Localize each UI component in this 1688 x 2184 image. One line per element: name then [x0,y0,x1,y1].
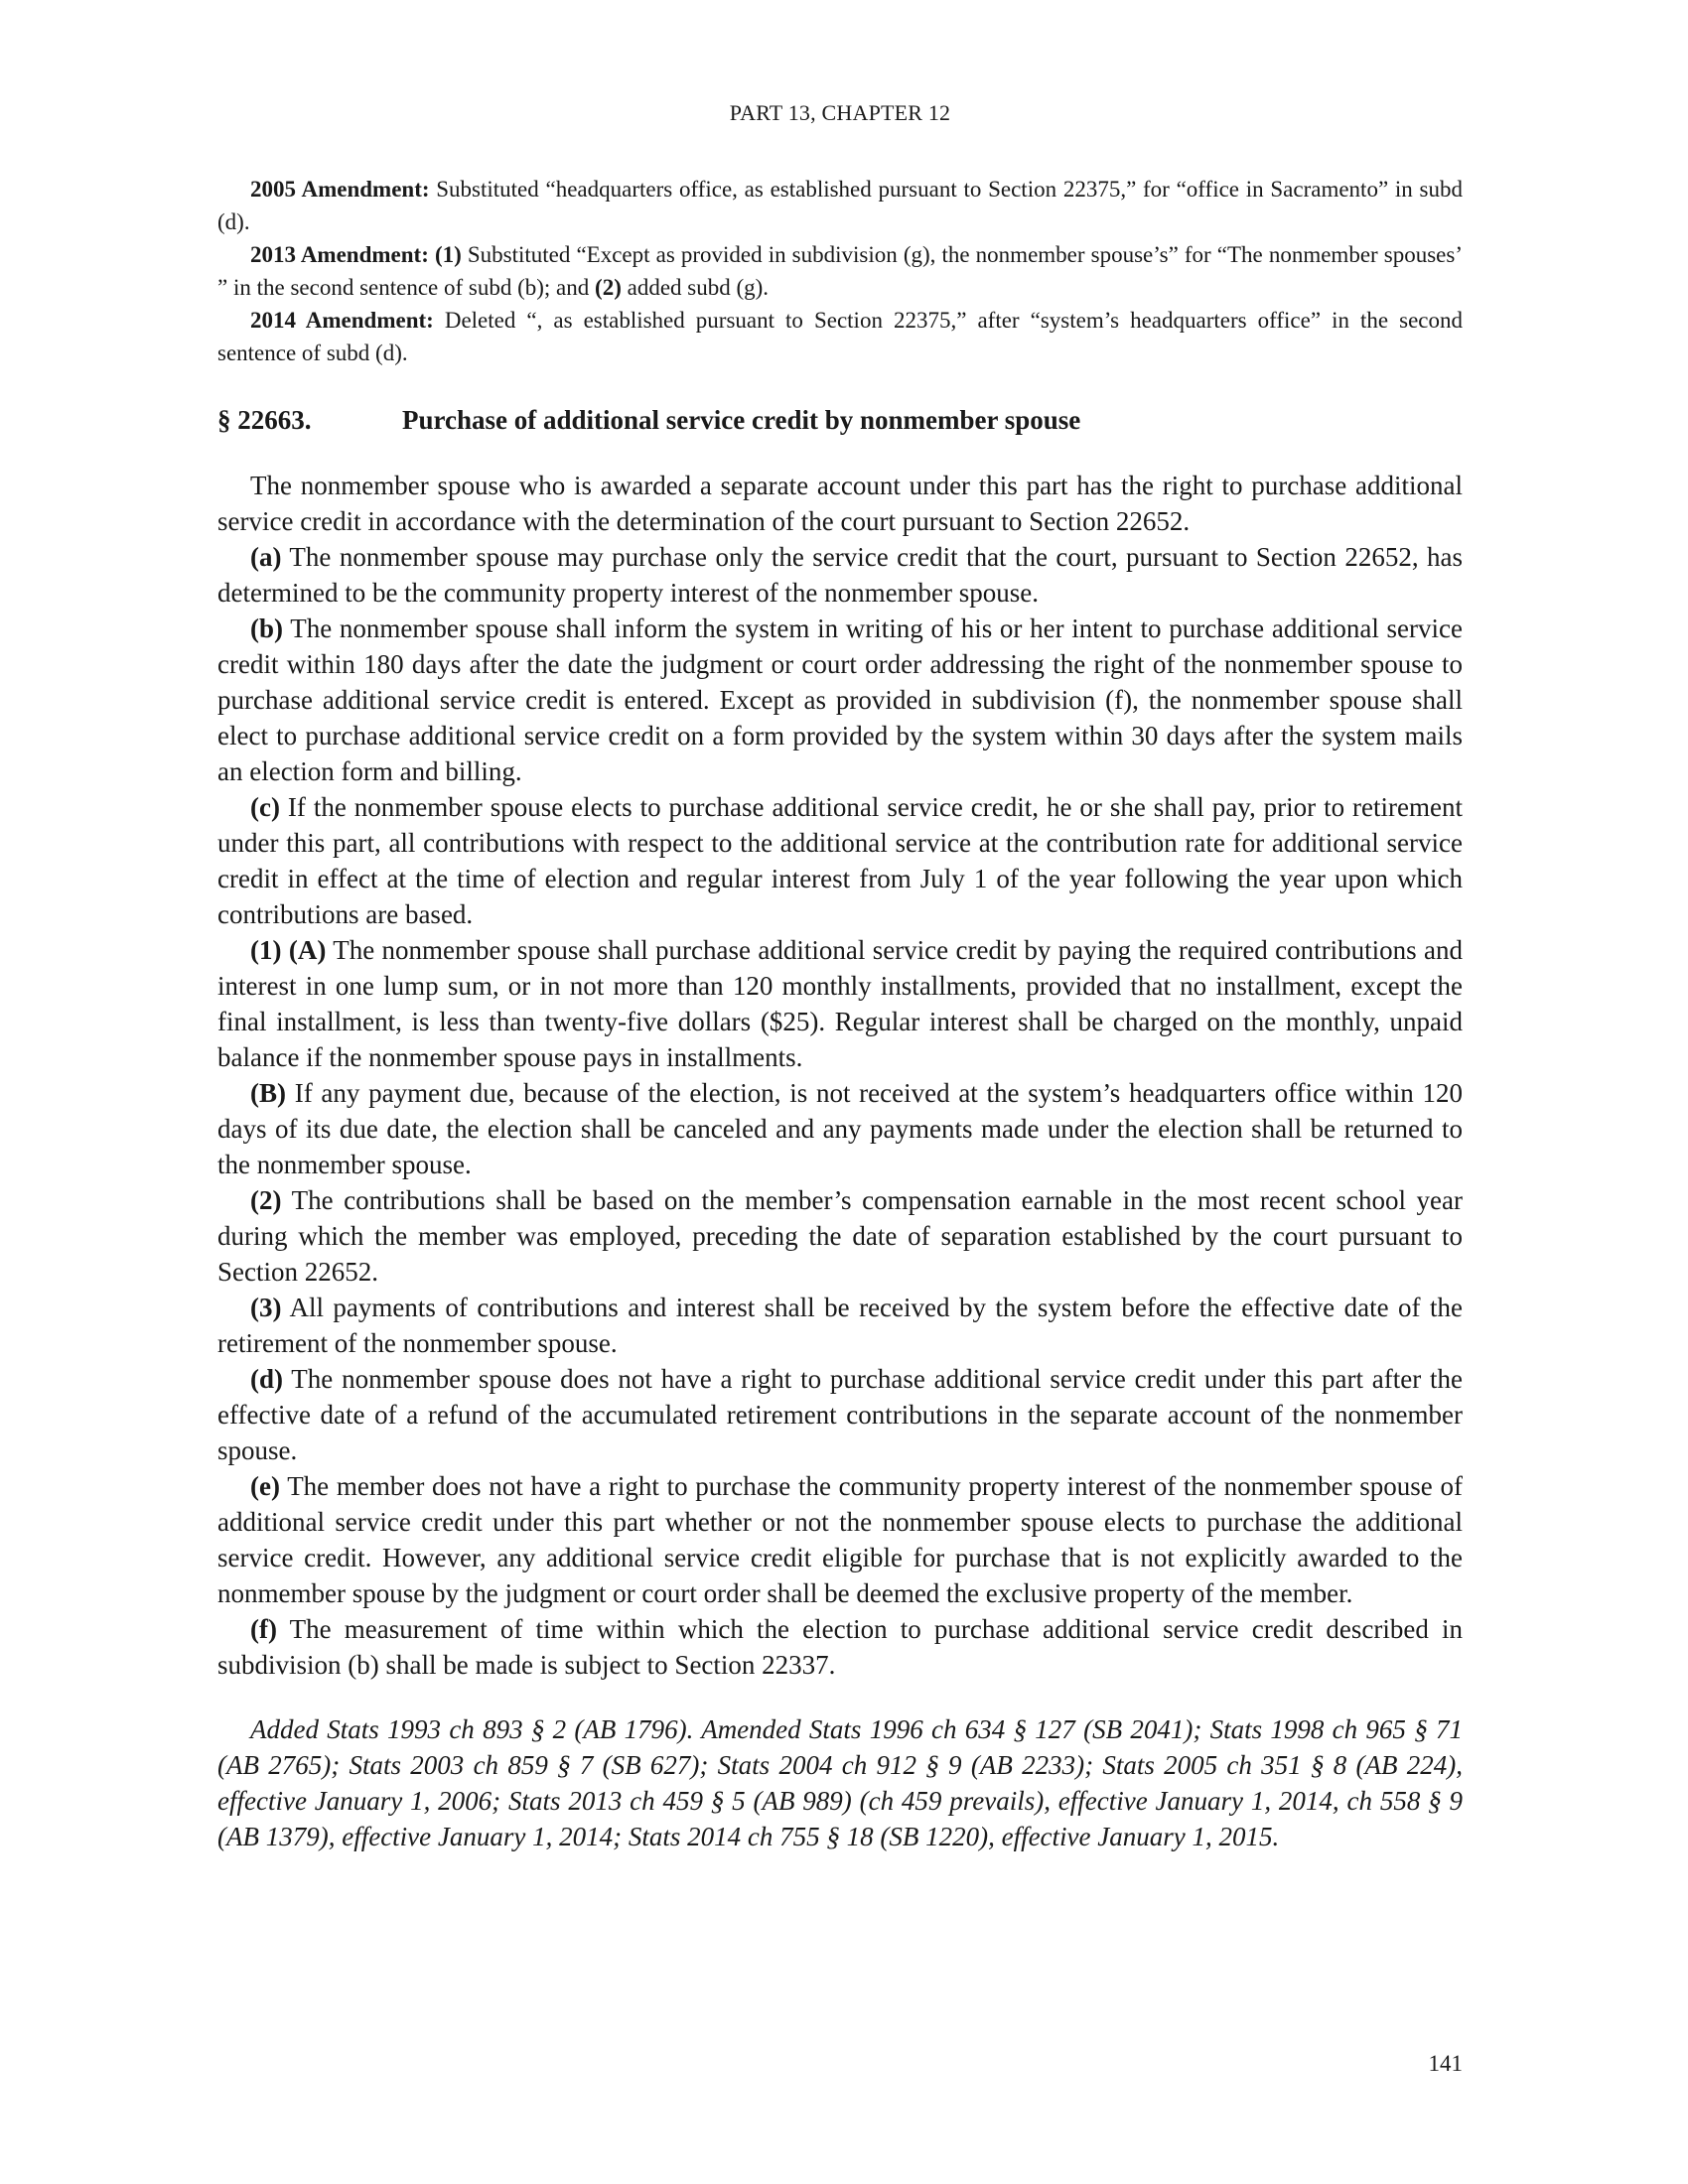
amendment-note-2014 [217,304,1463,369]
paragraph-e [217,1468,1463,1611]
subdivision-mark: (f) [250,1614,277,1644]
amendment-note-2013 [217,238,1463,304]
paragraph-text: If the nonmember spouse elects to purchase additional service credit, he or she shall pay, prior to retirement under this part, all contributions with respect to the additional service at the contribution rate for additional service credit in effect at the time of election and regular interest from July 1 of the year following the year upon which contributions are based. [217,792,1463,929]
paragraph-c-3 [217,1290,1463,1361]
legislative-history [217,1711,1463,1854]
section-body [217,468,1463,1683]
amendment-text: Substituted “headquarters office, as established pursuant to Section 22375,” for “office in Sacramento” in subd (d). [217,177,1463,234]
amendment-text: Substituted “Except as provided in subdivision (g), the nonmember spouse’s” for “The nonmember spouses’ ” in the second sentence of subd (b); and [217,242,1463,300]
paragraph-text: The nonmember spouse shall purchase additional service credit by paying the required contributions and interest in one lump sum, or in not more than 120 monthly installments, provided that no installment, except the final installment, is less than twenty-five dollars ($25). Regular interest shall be charged on the monthly, unpaid balance if the nonmember spouse pays in installments. [217,935,1463,1072]
page-number: 141 [1428,2051,1463,2076]
paragraph-c-1-b [217,1075,1463,1182]
amendment-text: Deleted “, as established pursuant to Section 22375,” after “system’s headquarters office” in the second sentence of subd (d). [217,308,1463,365]
paragraph-c-2 [217,1182,1463,1290]
paragraph-c [217,789,1463,932]
subdivision-mark: (b) [250,614,283,643]
amendment-text: added subd (g). [621,275,770,300]
amendment-note-2005 [217,173,1463,238]
paragraph-intro [217,468,1463,539]
amendment-label: 2005 Amendment: [250,177,430,202]
paragraph-text: If any payment due, because of the election, is not received at the system’s headquarters office within 120 days of its due date, the election shall be canceled and any payments made under the election shall be returned to the nonmember spouse. [217,1078,1463,1179]
paragraph-text: The nonmember spouse may purchase only the service credit that the court, pursuant to Section 22652, has determined to be the community property interest of the nonmember spouse. [217,542,1463,608]
subdivision-mark: (a) [250,542,282,572]
paragraph-text: The measurement of time within which the election to purchase additional service credit described in subdivision (b) shall be made is subject to Section 22337. [217,1614,1463,1680]
paragraph-f [217,1611,1463,1683]
subdivision-mark: (d) [250,1364,283,1394]
paragraph-text: All payments of contributions and interest shall be received by the system before the effective date of the retirement of the nonmember spouse. [217,1293,1463,1358]
section-number: § 22663. [217,405,312,435]
subdivision-mark: (2) [250,1185,282,1215]
paragraph-text: The contributions shall be based on the member’s compensation earnable in the most recent school year during which the member was employed, preceding the date of separation established by the court pursuant to Section 22652. [217,1185,1463,1287]
history-text: Added Stats 1993 ch 893 § 2 (AB 1796). Amended Stats 1996 ch 634 § 127 (SB 2041); Stats 1998 ch 965 § 71 (AB 2765); Stats 2003 ch 859 § 7 (SB 627); Stats 2004 ch 912 § 9 (AB 2233); Stats 2005 ch 351 § 8 (AB 224), effective January 1, 2006; Stats 2013 ch 459 § 5 (AB 989) (ch 459 prevails), effective January 1, 2014, ch 558 § 9 (AB 1379), effective January 1, 2014; Stats 2014 ch 755 § 18 (SB 1220), effective January 1, 2015. [217,1714,1463,1851]
document-page [217,0,1463,2184]
section-heading [217,405,1463,436]
section-title: Purchase of additional service credit by nonmember spouse [402,405,1081,435]
amendment-item-mark: (1) [434,242,462,267]
subdivision-mark: (e) [250,1471,280,1501]
paragraph-text: The nonmember spouse does not have a right to purchase additional service credit under this part after the effective date of a refund of the accumulated retirement contributions in the separate account of the nonmember spouse. [217,1364,1463,1465]
paragraph-d [217,1361,1463,1468]
amendment-label: 2013 Amendment: [250,242,429,267]
subdivision-mark: (B) [250,1078,286,1108]
amendment-notes [217,173,1463,369]
subdivision-mark: (3) [250,1293,282,1322]
paragraph-text: The nonmember spouse who is awarded a separate account under this part has the right to purchase additional service credit in accordance with the determination of the court pursuant to Section 22652. [217,471,1463,536]
subdivision-mark: (c) [250,792,280,822]
running-head: PART 13, CHAPTER 12 [729,100,951,125]
paragraph-c-1-a [217,932,1463,1075]
amendment-label: 2014 Amendment: [250,308,434,333]
amendment-item-mark: (2) [595,275,622,300]
subdivision-mark: (1) (A) [250,935,327,965]
paragraph-text: The member does not have a right to purchase the community property interest of the nonmember spouse of additional service credit under this part whether or not the nonmember spouse elects to purchase the additional service credit. However, any additional service credit eligible for purchase that is not explicitly awarded to the nonmember spouse by the judgment or court order shall be deemed the exclusive property of the member. [217,1471,1463,1608]
paragraph-text: The nonmember spouse shall inform the system in writing of his or her intent to purchase additional service credit within 180 days after the date the judgment or court order addressing the right of the nonmember spouse to purchase additional service credit is entered. Except as provided in subdivision (f), the nonmember spouse shall elect to purchase additional service credit on a form provided by the system within 30 days after the system mails an election form and billing. [217,614,1463,786]
paragraph-b [217,611,1463,789]
paragraph-a [217,539,1463,611]
